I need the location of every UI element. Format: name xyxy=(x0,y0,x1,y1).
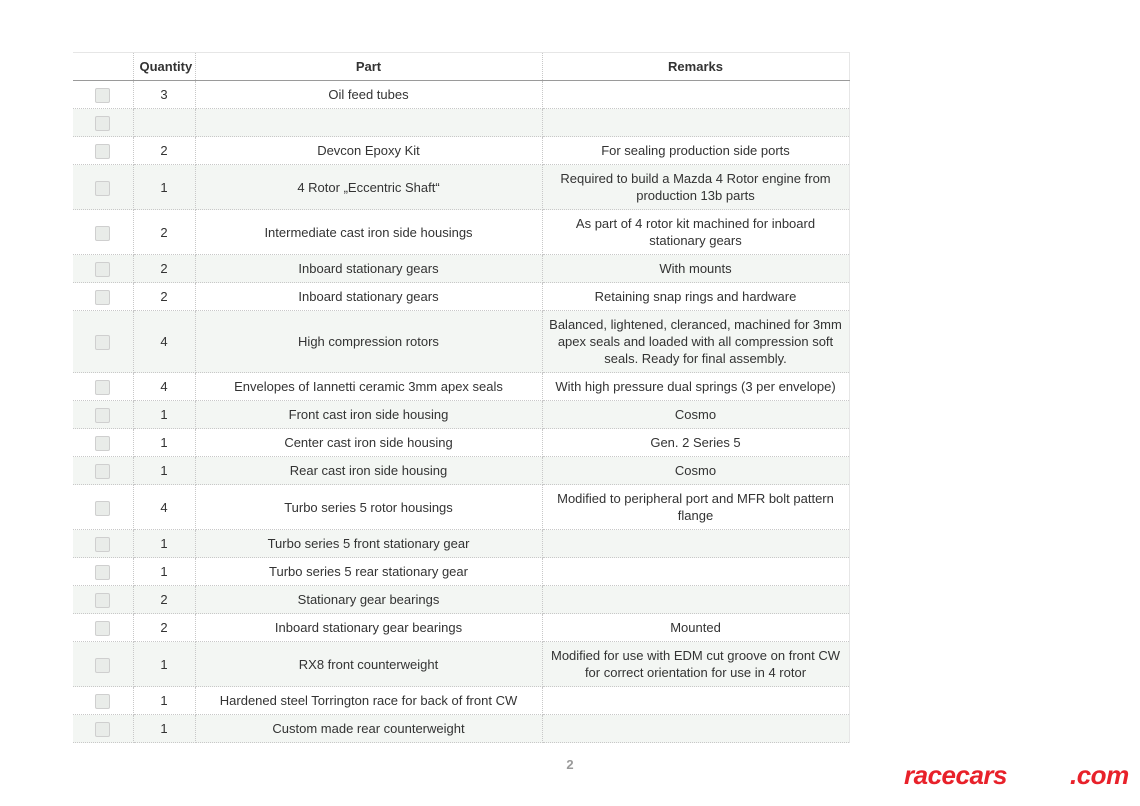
row-checkbox[interactable] xyxy=(95,722,110,737)
quantity-cell: 1 xyxy=(133,457,195,485)
quantity-cell: 3 xyxy=(133,81,195,109)
table-row xyxy=(73,165,849,210)
part-cell: Oil feed tubes xyxy=(195,81,542,109)
quantity-cell xyxy=(133,109,195,137)
remarks-cell: Mounted xyxy=(542,614,849,642)
table-row xyxy=(73,530,849,558)
part-cell: 4 Rotor „Eccentric Shaft“ xyxy=(195,165,542,210)
part-cell: Rear cast iron side housing xyxy=(195,457,542,485)
row-checkbox[interactable] xyxy=(95,694,110,709)
remarks-cell: Cosmo xyxy=(542,457,849,485)
part-cell: Custom made rear counterweight xyxy=(195,715,542,743)
remarks-cell xyxy=(542,109,849,137)
table-row xyxy=(73,457,849,485)
quantity-cell: 1 xyxy=(133,530,195,558)
table-row xyxy=(73,614,849,642)
row-checkbox[interactable] xyxy=(95,621,110,636)
part-cell: Inboard stationary gears xyxy=(195,255,542,283)
remarks-cell xyxy=(542,715,849,743)
table-row xyxy=(73,401,849,429)
part-cell: Envelopes of Iannetti ceramic 3mm apex seals xyxy=(195,373,542,401)
table-row xyxy=(73,137,849,165)
row-checkbox[interactable] xyxy=(95,290,110,305)
quantity-cell: 2 xyxy=(133,614,195,642)
part-cell: RX8 front counterweight xyxy=(195,642,542,687)
row-checkbox[interactable] xyxy=(95,436,110,451)
remarks-cell xyxy=(542,558,849,586)
quantity-cell: 2 xyxy=(133,210,195,255)
quantity-cell: 2 xyxy=(133,586,195,614)
watermark-logo-com: .com xyxy=(1070,760,1129,790)
table-row xyxy=(73,558,849,586)
part-cell xyxy=(195,109,542,137)
part-cell: Hardened steel Torrington race for back of front CW xyxy=(195,687,542,715)
remarks-cell: Balanced, lightened, cleranced, machined for 3mm apex seals and loaded with all compression soft seals. Ready for final assembly. xyxy=(542,311,849,373)
row-checkbox[interactable] xyxy=(95,565,110,580)
table-row xyxy=(73,485,849,530)
quantity-cell: 1 xyxy=(133,429,195,457)
remarks-cell xyxy=(542,586,849,614)
remarks-cell: For sealing production side ports xyxy=(542,137,849,165)
remarks-cell: As part of 4 rotor kit machined for inboard stationary gears xyxy=(542,210,849,255)
quantity-cell: 4 xyxy=(133,311,195,373)
part-cell: Inboard stationary gear bearings xyxy=(195,614,542,642)
table-row xyxy=(73,687,849,715)
remarks-cell xyxy=(542,687,849,715)
header-part: Part xyxy=(195,53,542,81)
header-remarks: Remarks xyxy=(542,53,849,81)
remarks-cell: Gen. 2 Series 5 xyxy=(542,429,849,457)
row-checkbox[interactable] xyxy=(95,501,110,516)
quantity-cell: 1 xyxy=(133,715,195,743)
quantity-cell: 2 xyxy=(133,283,195,311)
part-cell: Turbo series 5 rotor housings xyxy=(195,485,542,530)
page-number: 2 xyxy=(566,757,574,772)
remarks-cell: Retaining snap rings and hardware xyxy=(542,283,849,311)
row-checkbox[interactable] xyxy=(95,335,110,350)
row-checkbox[interactable] xyxy=(95,408,110,423)
table-row xyxy=(73,642,849,687)
quantity-cell: 4 xyxy=(133,485,195,530)
header-check xyxy=(73,53,133,81)
table-row xyxy=(73,586,849,614)
row-checkbox[interactable] xyxy=(95,658,110,673)
table-row xyxy=(73,715,849,743)
row-checkbox[interactable] xyxy=(95,537,110,552)
row-checkbox[interactable] xyxy=(95,116,110,131)
quantity-cell: 1 xyxy=(133,558,195,586)
header-quantity: Quantity xyxy=(133,53,195,81)
part-cell: Intermediate cast iron side housings xyxy=(195,210,542,255)
row-checkbox[interactable] xyxy=(95,88,110,103)
part-cell: Inboard stationary gears xyxy=(195,283,542,311)
quantity-cell: 2 xyxy=(133,137,195,165)
part-cell: Center cast iron side housing xyxy=(195,429,542,457)
row-checkbox[interactable] xyxy=(95,593,110,608)
part-cell: Turbo series 5 rear stationary gear xyxy=(195,558,542,586)
part-cell: Front cast iron side housing xyxy=(195,401,542,429)
table-row xyxy=(73,283,849,311)
remarks-cell: Modified for use with EDM cut groove on front CW for correct orientation for use in 4 rotor xyxy=(542,642,849,687)
quantity-cell: 1 xyxy=(133,687,195,715)
row-checkbox[interactable] xyxy=(95,181,110,196)
table-row xyxy=(73,81,849,109)
remarks-cell: With mounts xyxy=(542,255,849,283)
row-checkbox[interactable] xyxy=(95,226,110,241)
remarks-cell: Cosmo xyxy=(542,401,849,429)
row-checkbox[interactable] xyxy=(95,144,110,159)
remarks-cell: Required to build a Mazda 4 Rotor engine from production 13b parts xyxy=(542,165,849,210)
parts-table xyxy=(73,52,850,743)
quantity-cell: 1 xyxy=(133,401,195,429)
remarks-cell: Modified to peripheral port and MFR bolt pattern flange xyxy=(542,485,849,530)
row-checkbox[interactable] xyxy=(95,380,110,395)
part-cell: Stationary gear bearings xyxy=(195,586,542,614)
remarks-cell xyxy=(542,81,849,109)
quantity-cell: 2 xyxy=(133,255,195,283)
remarks-cell xyxy=(542,530,849,558)
table-row xyxy=(73,255,849,283)
part-cell: Turbo series 5 front stationary gear xyxy=(195,530,542,558)
quantity-cell: 1 xyxy=(133,642,195,687)
table-row xyxy=(73,373,849,401)
table-row xyxy=(73,210,849,255)
part-cell: Devcon Epoxy Kit xyxy=(195,137,542,165)
table-row xyxy=(73,311,849,373)
part-cell: High compression rotors xyxy=(195,311,542,373)
quantity-cell: 1 xyxy=(133,165,195,210)
table-row xyxy=(73,109,849,137)
watermark-logo-racecars: racecars xyxy=(904,760,1007,790)
remarks-cell: With high pressure dual springs (3 per envelope) xyxy=(542,373,849,401)
row-checkbox[interactable] xyxy=(95,262,110,277)
header-row xyxy=(73,53,849,81)
row-checkbox[interactable] xyxy=(95,464,110,479)
quantity-cell: 4 xyxy=(133,373,195,401)
table-row xyxy=(73,429,849,457)
